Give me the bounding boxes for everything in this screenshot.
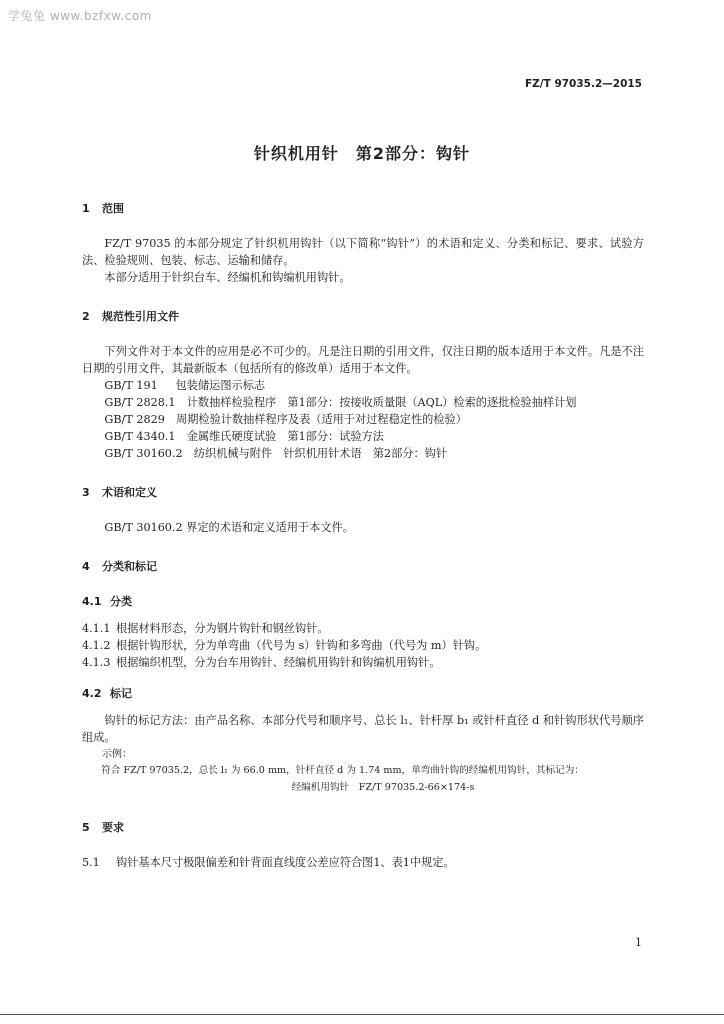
section-heading-5: [82, 819, 644, 836]
section-heading-3: [82, 484, 644, 501]
clause-text: 根据材料形态，分为钢片钩针和钢丝钩针。: [116, 622, 329, 635]
paragraph: FZ/T 97035 的本部分规定了针织机用钩针（以下简称“钩针”）的术语和定义、分类和标记、要求、试验方法、检验规则、包装、标志、运输和储存。: [82, 237, 644, 267]
clause-item: [82, 620, 644, 637]
section-title: 规范性引用文件: [102, 310, 179, 323]
reference-code: GB/T 30160.2: [104, 447, 183, 460]
reference-item: [82, 394, 644, 411]
clause-text: 根据编织机型，分为台车用钩针、经编机用钩针和钩编机用钩针。: [116, 656, 441, 669]
clause-number: 4.1.1: [82, 622, 111, 635]
reference-code: GB/T 2828.1: [104, 396, 176, 409]
subsection-title: 分类: [110, 595, 132, 608]
reference-title: 周期检验计数抽样程序及表（适用于对过程稳定性的检验）: [176, 413, 467, 426]
example-text: 符合 FZ/T 97035.2，总长 l₁ 为 66.0 mm，针杆直径 d 为 1.74 mm，单弯曲针钩的经编机用钩针，其标记为：: [101, 765, 584, 776]
section-heading-4: [82, 558, 644, 575]
clause-text: 钩针基本尺寸极限偏差和针背面直线度公差应符合图1、表1中规定。: [116, 856, 455, 869]
subsection-heading-4-2: [82, 685, 644, 702]
clause-text: 根据针钩形状，分为单弯曲（代号为 s）针钩和多弯曲（代号为 m）针钩。: [116, 639, 487, 652]
clause-number: 4.1.2: [82, 639, 111, 652]
section-number: 5: [82, 821, 90, 834]
section-title: 分类和标记: [102, 560, 157, 573]
reference-item: [82, 411, 644, 428]
subsection-number: 4.2: [82, 687, 102, 700]
section-number: 2: [82, 310, 90, 323]
section-title: 要求: [102, 821, 124, 834]
example-label: 示例：: [102, 749, 132, 760]
document-title: 针织机用针 第2部分：钩针: [253, 144, 471, 163]
reference-title: 包装储运图示标志: [175, 379, 266, 392]
section-heading-1: [82, 200, 644, 217]
clause-item: [82, 637, 644, 654]
subsection-title: 标记: [110, 687, 132, 700]
paragraph: GB/T 30160.2 界定的术语和定义适用于本文件。: [104, 521, 354, 534]
section-number: 3: [82, 486, 90, 499]
standard-code: FZ/T 97035.2—2015: [525, 78, 642, 90]
clause-number: 5.1: [82, 856, 100, 869]
page-number: 1: [635, 936, 642, 949]
subsection-heading-4-1: [82, 593, 644, 610]
clause-item: [82, 854, 644, 871]
reference-item: [82, 377, 644, 394]
document-body: [82, 200, 644, 871]
clause-item: [82, 654, 644, 671]
section-title: 范围: [102, 202, 124, 215]
example-marking: 经编机用钩针 FZ/T 97035.2-66×174-s: [291, 782, 475, 793]
reference-code: GB/T 2829: [104, 413, 165, 426]
watermark: 学兔兔 www.bzfxw.com: [8, 9, 152, 23]
subsection-number: 4.1: [82, 595, 102, 608]
section-number: 1: [82, 202, 90, 215]
clause-number: 4.1.3: [82, 656, 111, 669]
reference-item: [82, 445, 644, 462]
reference-code: GB/T 191: [104, 379, 158, 392]
section-heading-2: [82, 308, 644, 325]
reference-title: 计数抽样检验程序 第1部分：按接收质量限（AQL）检索的逐批检验抽样计划: [186, 396, 577, 409]
paragraph: 本部分适用于针织台车、经编机和钩编机用钩针。: [104, 271, 351, 284]
paragraph: 下列文件对于本文件的应用是必不可少的。凡是注日期的引用文件，仅注日期的版本适用于本文件。凡是不注日期的引用文件，其最新版本（包括所有的修改单）适用于本文件。: [82, 345, 644, 375]
reference-item: [82, 428, 644, 445]
reference-title: 金属维氏硬度试验 第1部分：试验方法: [186, 430, 384, 443]
footer-divider: [0, 1014, 724, 1015]
section-number: 4: [82, 560, 90, 573]
section-title: 术语和定义: [102, 486, 157, 499]
paragraph: 钩针的标记方法：由产品名称、本部分代号和顺序号、总长 l₁、针杆厚 b₁ 或针杆直径 d 和针钩形状代号顺序组成。: [82, 714, 644, 744]
reference-title: 纺织机械与附件 针织机用针术语 第2部分：钩针: [193, 447, 448, 460]
reference-code: GB/T 4340.1: [104, 430, 176, 443]
